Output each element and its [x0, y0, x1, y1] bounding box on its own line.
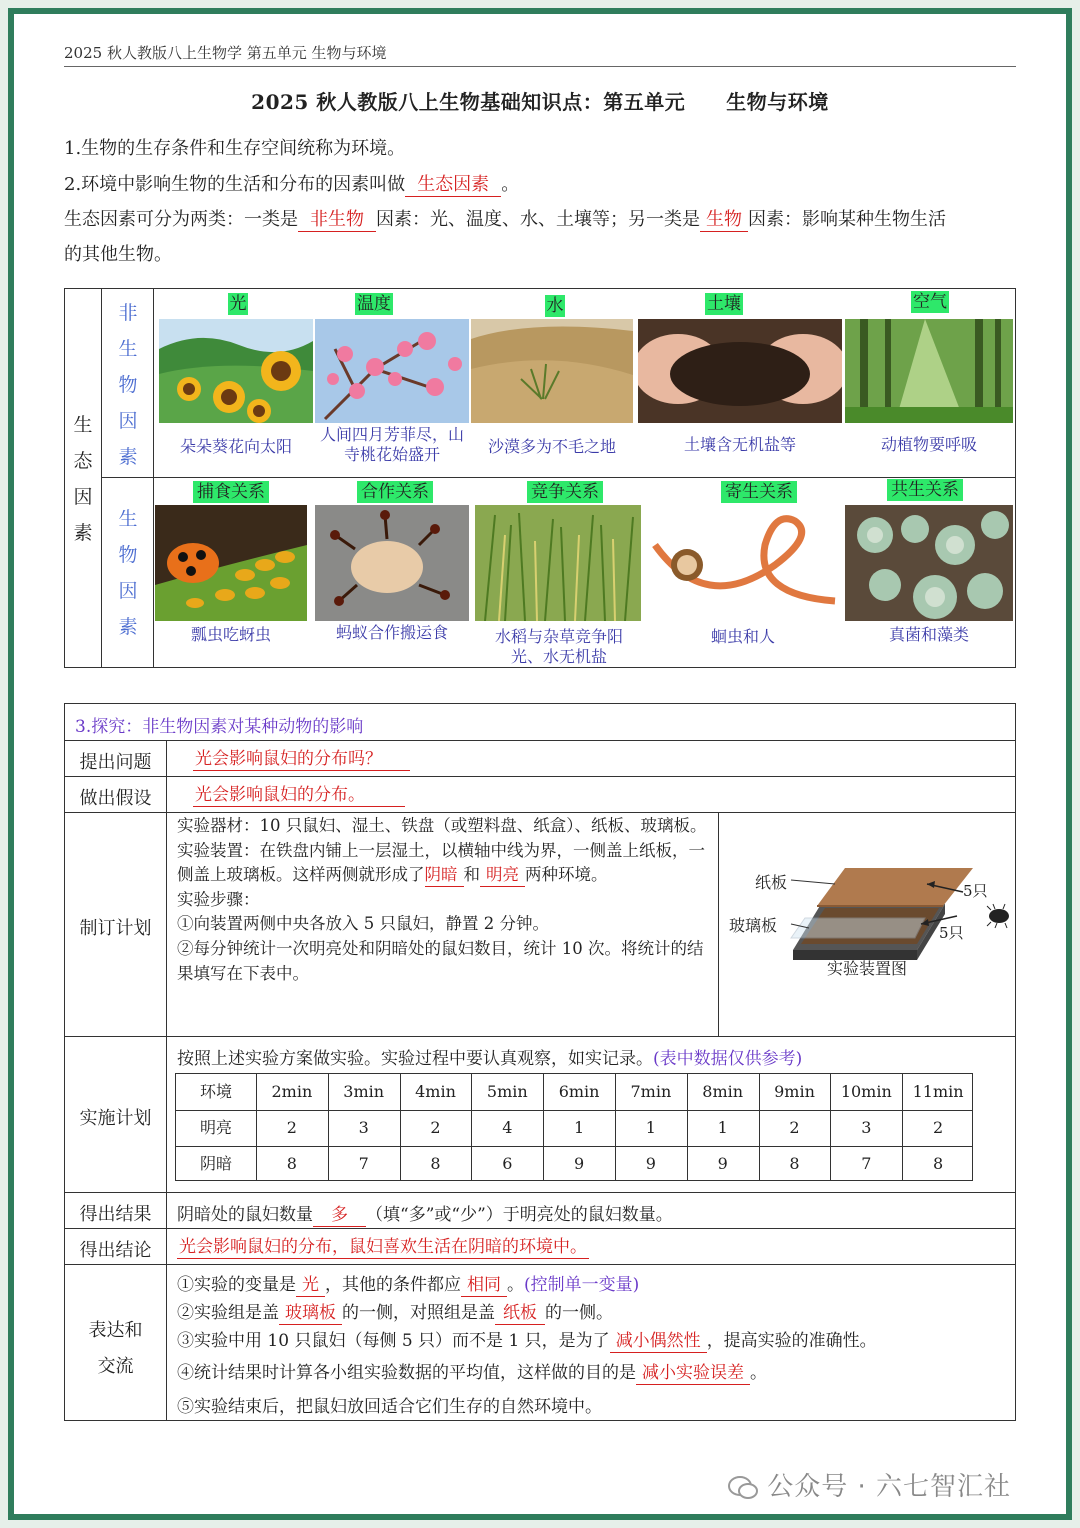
- caption-rice: 水稻与杂草竞争阳光、水无机盐: [494, 627, 623, 666]
- tag-temperature: 温度: [357, 294, 391, 314]
- sunflower-photo: [159, 319, 313, 423]
- table-header-cell: 6min: [558, 1082, 600, 1101]
- diagram-caption: 实验装置图: [827, 959, 908, 978]
- table-cell: 2: [430, 1118, 441, 1137]
- result-text: 阴暗处的鼠妇数量 多 （填“多”或“少”）于明亮处的鼠妇数量。: [177, 1205, 673, 1225]
- label-eco-factor: 生 态 因 素: [73, 414, 93, 544]
- experiment-heading: 3.探究：非生物因素对某种动物的影响: [75, 717, 364, 737]
- blank-biotic: 生物: [700, 209, 748, 232]
- table-cell: 1: [645, 1118, 656, 1137]
- table-cell: 8: [430, 1154, 441, 1173]
- table-header-cell: 10min: [840, 1082, 892, 1101]
- label-plan: 制订计划: [79, 918, 152, 939]
- caption-desert: 沙漠多为不毛之地: [487, 437, 616, 456]
- discussion-5: ⑤实验结束后，把鼠妇放回适合它们生存的自然环境中。: [177, 1397, 602, 1417]
- peach-blossom-photo: [315, 319, 469, 423]
- conclusion-text: 光会影响鼠妇的分布，鼠妇喜欢生活在阴暗的环境中。: [179, 1237, 587, 1257]
- implement-text: 按照上述实验方案做实验。实验过程中要认真观察，如实记录。(表中数据仅供参考): [177, 1049, 803, 1069]
- table-cell: 3: [861, 1118, 872, 1137]
- discussion-1: ①实验的变量是 光 ，其他的条件都应 相同 。(控制单一变量): [177, 1275, 640, 1295]
- caption-peach: 人间四月芳菲尽，山寺桃花始盛开: [319, 425, 464, 464]
- point-2-detail: 生态因素可分为两类：一类是 非生物 因素：光、温度、水、土壤等；另一类是 生物 因素：影响某种生物生活: [64, 209, 946, 230]
- label-paperboard: 纸板: [755, 873, 788, 892]
- lichen-photo: [845, 505, 1013, 621]
- label-count-top: 5只: [963, 882, 988, 900]
- factor-table: [64, 288, 1016, 668]
- table-header-row: [176, 1074, 972, 1110]
- point-2: 2.环境中影响生物的生活和分布的因素叫做 生态因素 。: [64, 174, 520, 195]
- label-discussion: 表达和: [88, 1320, 143, 1341]
- table-cell: 2: [286, 1118, 297, 1137]
- table-header-cell: 4min: [415, 1082, 456, 1101]
- apparatus-diagram: [725, 854, 1011, 984]
- tag-light: 光: [229, 294, 247, 314]
- caption-roundworm: 蛔虫和人: [710, 627, 775, 646]
- label-abiotic: 非 生 物 因 素: [118, 302, 138, 468]
- label-conclusion: 得出结论: [79, 1240, 152, 1261]
- table-cell: 2: [789, 1118, 800, 1137]
- plan-text: 实验器材：10 只鼠妇、湿土、铁盘（或塑料盘、纸盒）、纸板、玻璃板。 实验装置：在铁盘内铺上一层湿土，以横轴中线为界，一侧盖上纸板，一侧盖上玻璃板。这样两侧就形成了阴暗 和 明亮 两种环境。 实验步骤： ①向装置两侧中央各放入 5 只鼠妇，静置 2 分钟。 ②每分钟统计一次明亮处和阴暗处的鼠妇数目，统计 10 次。将统计的结果填写在下表中。: [177, 816, 707, 983]
- label-hypothesis: 做出假设: [79, 788, 152, 809]
- table-header-cell: 5min: [486, 1082, 528, 1101]
- table-cell: 9: [717, 1154, 728, 1173]
- ants-photo: [315, 505, 469, 621]
- table-cell: 1: [717, 1118, 728, 1137]
- table-cell: 8: [789, 1154, 800, 1173]
- tag-parasitism: 寄生关系: [721, 481, 797, 503]
- desert-photo: [471, 319, 633, 423]
- caption-ladybug: 瓢虫吃蚜虫: [190, 625, 271, 644]
- data-table: [175, 1073, 973, 1181]
- caption-lichen: 真菌和藻类: [888, 625, 969, 644]
- table-header-cell: 2min: [271, 1082, 313, 1101]
- label-discussion-2: 交流: [97, 1356, 134, 1377]
- page-title: 2025 秋人教版八上生物基础知识点：第五单元 生物与环境: [251, 90, 829, 114]
- running-head: 2025 秋人教版八上生物学 第五单元 生物与环境: [64, 44, 387, 62]
- tag-air: 空气: [913, 292, 947, 312]
- table-header-cell: 11min: [912, 1082, 964, 1101]
- table-cell: 6: [502, 1154, 513, 1173]
- hypothesis-answer: 光会影响鼠妇的分布。: [193, 784, 405, 807]
- tag-soil: 土壤: [707, 294, 741, 314]
- blank-abiotic: 非生物: [298, 209, 376, 232]
- question-answer: 光会影响鼠妇的分布吗？: [193, 748, 410, 771]
- tag-competition: 竞争关系: [527, 481, 603, 503]
- header-rule: [64, 66, 1016, 67]
- table-header-cell: 9min: [774, 1082, 815, 1101]
- table-cell: 9: [645, 1154, 656, 1173]
- experiment-table: [64, 703, 1016, 1421]
- label-count-bottom: 5只: [939, 924, 964, 942]
- discussion-2: ②实验组是盖 玻璃板 的一侧，对照组是盖 纸板 的一侧。: [177, 1303, 613, 1323]
- table-cell: 2: [932, 1118, 944, 1137]
- table-cell: 4: [502, 1118, 513, 1137]
- wechat-icon: [728, 1475, 758, 1501]
- table-row-bright: [176, 1110, 972, 1146]
- ladybug-photo: [155, 505, 307, 621]
- tag-cooperation: 合作关系: [357, 481, 433, 503]
- label-implement: 实施计划: [79, 1108, 152, 1129]
- tag-symbiosis: 共生关系: [887, 479, 963, 501]
- table-cell: 8: [932, 1154, 944, 1173]
- table-header-cell: 环境: [199, 1082, 232, 1101]
- caption-sunflower: 朵朵葵花向太阳: [179, 437, 292, 456]
- label-glass: 玻璃板: [729, 916, 778, 935]
- label-question: 提出问题: [79, 752, 152, 773]
- table-header-cell: 7min: [630, 1082, 672, 1101]
- tag-water: 水: [546, 296, 564, 316]
- table-cell: 7: [358, 1154, 369, 1173]
- soil-hands-photo: [638, 319, 842, 423]
- point-2-detail-end: 的其他生物。: [64, 244, 172, 265]
- caption-ants: 蚂蚁合作搬运食: [335, 623, 448, 642]
- roundworm-photo: [645, 505, 841, 621]
- rice-weeds-photo: [475, 505, 641, 621]
- label-result: 得出结果: [79, 1204, 152, 1225]
- label-biotic: 生 物 因 素: [118, 508, 138, 638]
- discussion-3: ③实验中用 10 只鼠妇（每侧 5 只）而不是 1 只，是为了 减小偶然性 ，提高实验的准确性。: [177, 1331, 877, 1351]
- table-cell: 8: [286, 1154, 297, 1173]
- table-header-cell: 3min: [343, 1082, 385, 1101]
- table-cell: 3: [358, 1118, 369, 1137]
- caption-soil: 土壤含无机盐等: [683, 435, 796, 454]
- table-cell: 7: [861, 1154, 872, 1173]
- tag-predation: 捕食关系: [193, 481, 269, 503]
- watermark: 公众号 · 六七智汇社: [728, 1466, 1011, 1503]
- table-cell: 明亮: [199, 1118, 232, 1137]
- blank-eco-factor: 生态因素: [405, 174, 501, 197]
- table-header-cell: 8min: [702, 1082, 744, 1101]
- forest-photo: [845, 319, 1013, 423]
- point-1: 1.生物的生存条件和生存空间统称为环境。: [64, 138, 406, 159]
- caption-air: 动植物要呼吸: [880, 435, 977, 454]
- table-cell: 9: [573, 1154, 585, 1173]
- table-cell: 1: [573, 1118, 585, 1137]
- table-row-dark: [176, 1146, 972, 1182]
- table-cell: 阴暗: [199, 1154, 232, 1173]
- discussion-4: ④统计结果时计算各小组实验数据的平均值，这样做的目的是 减小实验误差 。: [177, 1363, 767, 1383]
